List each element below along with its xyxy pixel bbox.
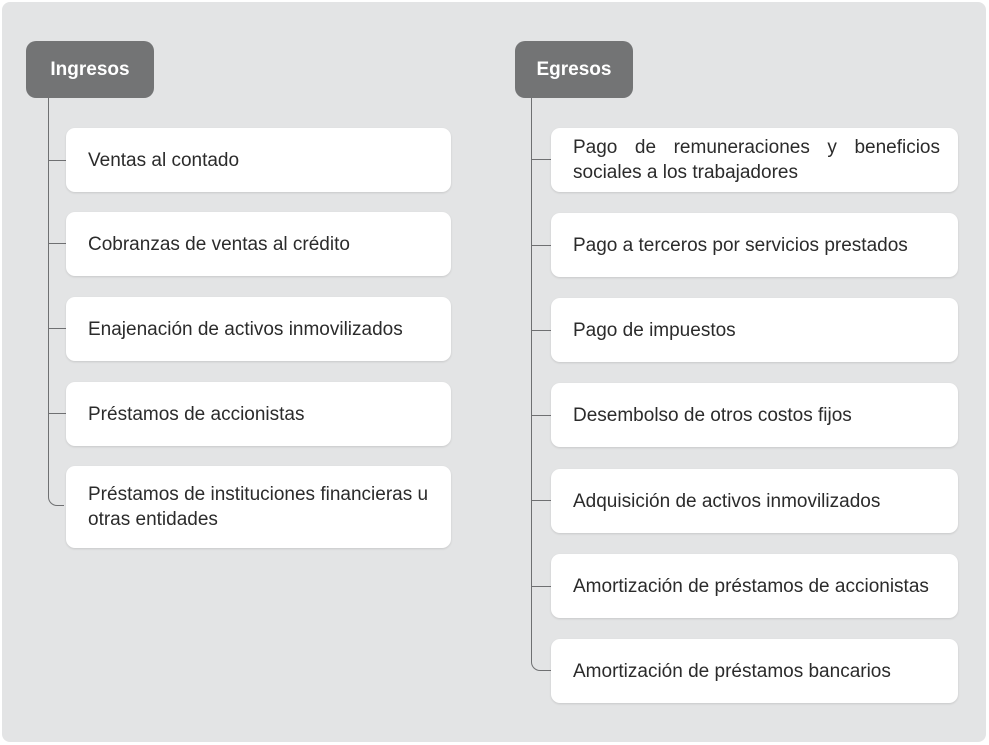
egresos-item-5 [551, 469, 958, 533]
egresos-item-6 [551, 554, 958, 618]
egresos-connector-trunk [531, 98, 532, 662]
egresos-connector-7 [531, 661, 551, 671]
ingresos-connector-trunk [48, 98, 49, 497]
egresos-item-1-label: Pago de remuneraciones y beneficios sociales a los trabajadores [573, 137, 940, 183]
ingresos-connector-5 [48, 496, 64, 506]
egresos-item-7-label: Amortización de préstamos bancarios [573, 660, 891, 682]
ingresos-item-4-label: Préstamos de accionistas [88, 403, 305, 425]
ingresos-item-1 [66, 128, 451, 192]
egresos-connector-5 [531, 500, 551, 501]
ingresos-header [26, 41, 154, 98]
ingresos-connector-4 [48, 413, 66, 414]
egresos-item-7 [551, 639, 958, 703]
egresos-connector-2 [531, 245, 551, 246]
egresos-item-5-label: Adquisición de activos inmovilizados [573, 490, 881, 512]
ingresos-connector-3 [48, 328, 66, 329]
egresos-item-3-label: Pago de impuestos [573, 319, 736, 341]
egresos-title: Egresos [536, 58, 612, 80]
ingresos-item-2 [66, 212, 451, 276]
egresos-header [515, 41, 633, 98]
egresos-connector-1 [531, 159, 551, 160]
egresos-connector-4 [531, 415, 551, 416]
ingresos-title: Ingresos [50, 58, 130, 80]
ingresos-item-4 [66, 382, 451, 446]
ingresos-item-1-label: Ventas al contado [88, 149, 240, 171]
egresos-item-2-label: Pago a terceros por servicios prestados [573, 234, 908, 256]
diagram-panel [2, 2, 986, 742]
ingresos-connector-1 [48, 160, 66, 161]
egresos-item-4 [551, 383, 958, 447]
ingresos-connector-2 [48, 243, 66, 244]
egresos-item-3 [551, 298, 958, 362]
ingresos-item-5-label: Préstamos de instituciones financieras u otras entidades [88, 484, 429, 530]
egresos-item-1 [551, 128, 958, 192]
egresos-item-4-label: Desembolso de otros costos fijos [573, 404, 852, 426]
ingresos-item-3 [66, 297, 451, 361]
egresos-item-2 [551, 213, 958, 277]
ingresos-item-2-label: Cobranzas de ventas al crédito [88, 233, 350, 255]
egresos-connector-3 [531, 330, 551, 331]
ingresos-item-3-label: Enajenación de activos inmovilizados [88, 318, 403, 340]
egresos-item-6-label: Amortización de préstamos de accionistas [573, 575, 929, 597]
ingresos-item-5 [66, 466, 451, 548]
egresos-connector-6 [531, 586, 551, 587]
